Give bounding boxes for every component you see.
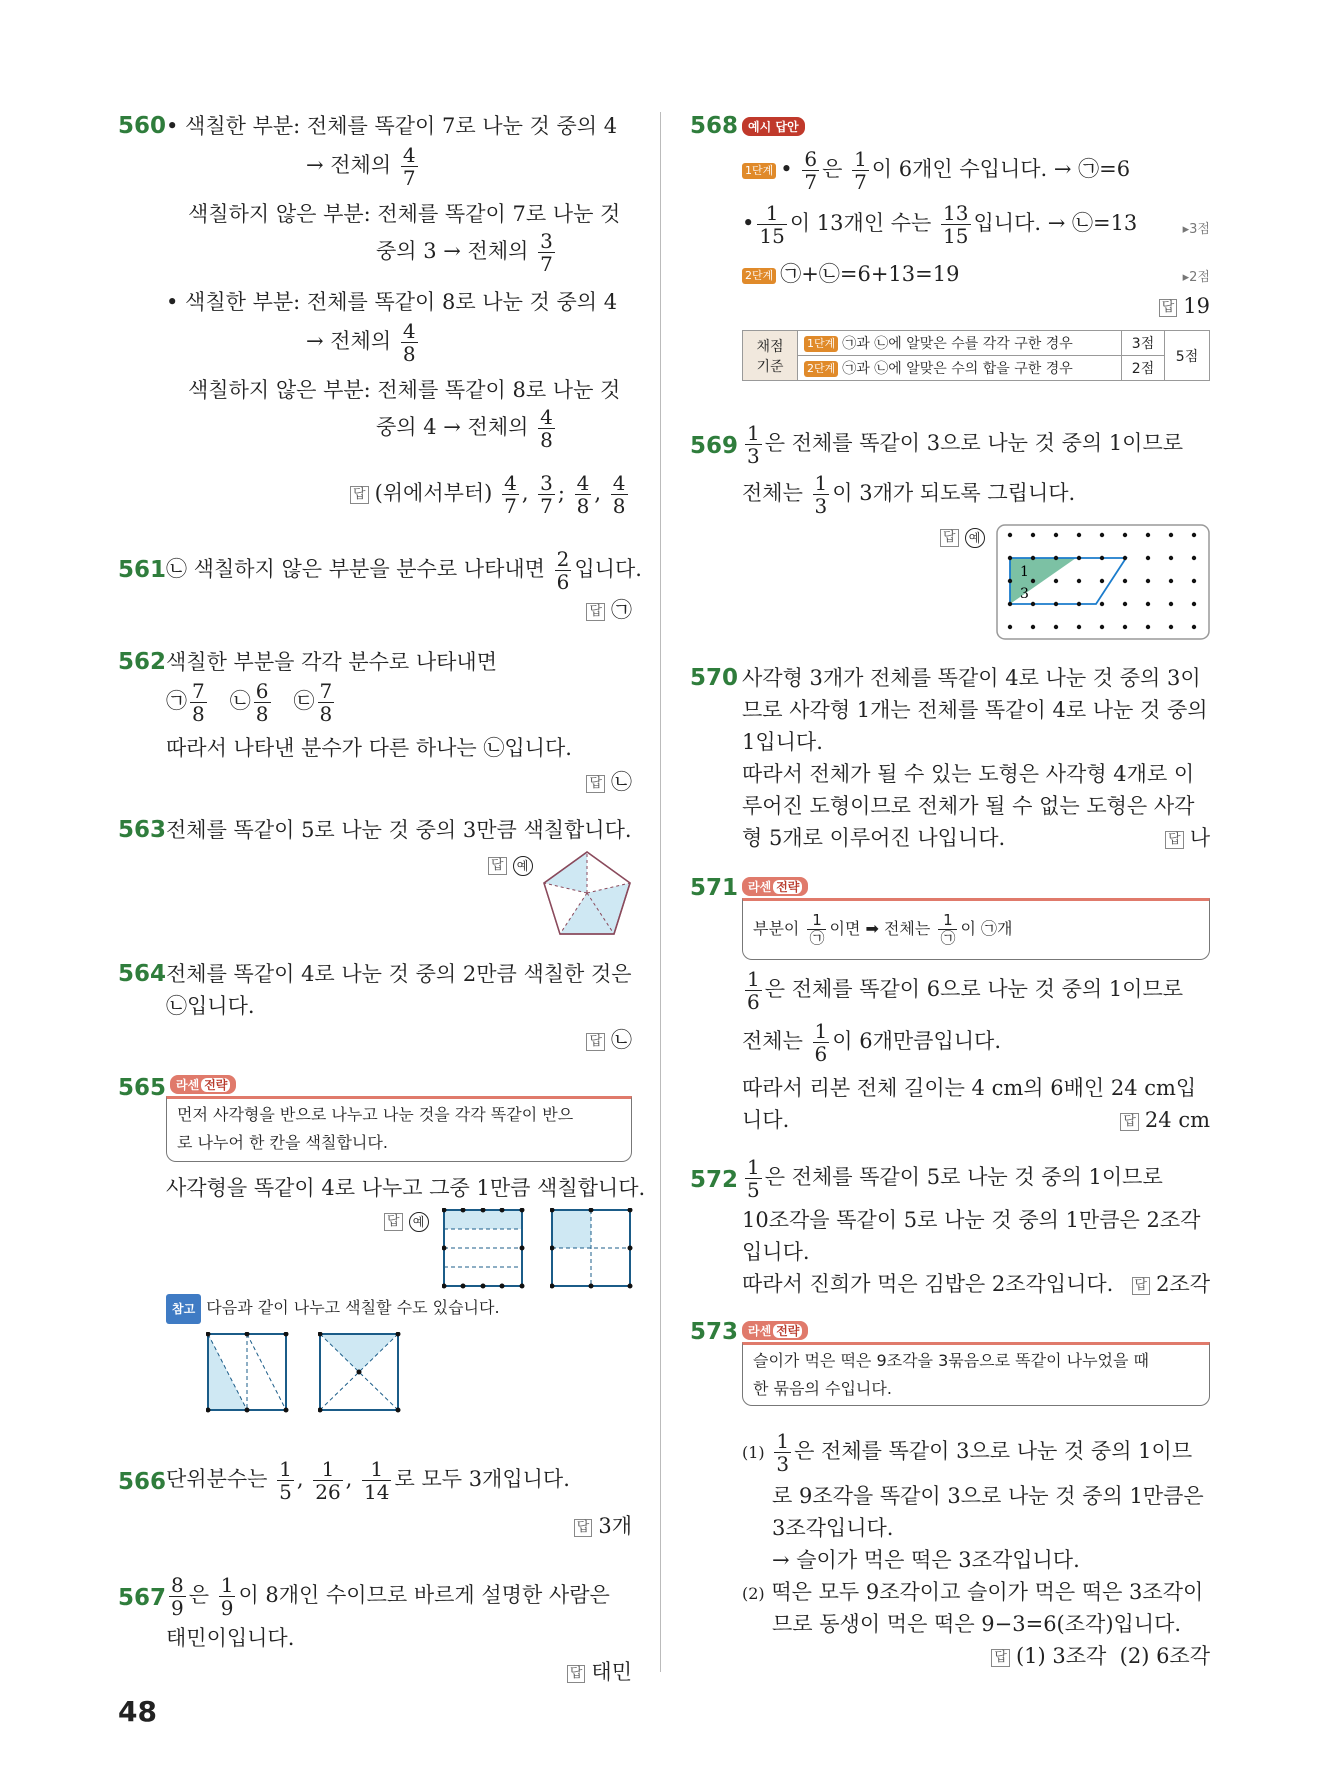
example-answer-badge: 예시 답안 xyxy=(742,116,805,136)
answer-mark: 답 xyxy=(350,486,369,504)
text-line: 10조각을 똑같이 5로 나눈 것 중의 1만큼은 2조각 xyxy=(742,1208,1201,1232)
text-line: 루어진 도형이므로 전체가 될 수 없는 도형은 사각 xyxy=(742,794,1195,818)
grid-dot xyxy=(1077,556,1081,560)
problem-number: 565 xyxy=(118,1075,167,1101)
step-line: 1단계 • $\frac{6}{7}$ 은 $\frac{1}{7}$ 이 6개인 수입니다. → ㉠=6 xyxy=(742,148,1130,193)
text-line: 전체는 $\frac{1}{3}$ 이 3개가 되도록 그립니다. xyxy=(742,471,1076,518)
problem-number: 570 xyxy=(690,665,739,691)
text-line: 니다. xyxy=(742,1108,790,1132)
grid-dot xyxy=(1031,556,1035,560)
text-line: 단위분수는 $\frac{1}{5}$ , $\frac{1}{26}$ , $\frac{1}{14}$ 로 모두 3개입니다. xyxy=(166,1457,570,1504)
grid-dot xyxy=(1008,579,1012,583)
problem-number: 560 xyxy=(118,113,167,139)
grid-dot xyxy=(1146,533,1150,537)
answer-line: 답 예 xyxy=(488,850,533,878)
grid-dot xyxy=(1008,625,1012,629)
grid-dot xyxy=(1100,533,1104,537)
grid-dot xyxy=(1169,602,1173,606)
hint-line: 참고 다음과 같이 나누고 색칠할 수도 있습니다. xyxy=(166,1294,500,1324)
grid-dot xyxy=(1077,602,1081,606)
grid-dot xyxy=(1123,579,1127,583)
text-line: 색칠하지 않은 부분: 전체를 똑같이 7로 나눈 것 xyxy=(188,202,621,226)
problem-number: 566 xyxy=(118,1469,167,1495)
answer-line: 답 19 xyxy=(1159,292,1210,320)
text-line: 태민이입니다. xyxy=(166,1626,295,1650)
text-line: 형 5개로 이루어진 나입니다. xyxy=(742,826,1006,850)
text-line: 1입니다. xyxy=(742,730,823,754)
answer-line: 답 (1) 3조각 (2) 6조각 xyxy=(991,1642,1210,1670)
grid-dot xyxy=(1077,533,1081,537)
dot-grid-figure xyxy=(996,524,1210,640)
problem-number: 564 xyxy=(118,961,167,987)
grid-dot xyxy=(1054,625,1058,629)
problem-number: 567 xyxy=(118,1585,167,1611)
problem-number: 571 xyxy=(690,875,739,901)
figure-label-a: 1 xyxy=(1020,564,1029,580)
text-line: 따라서 진희가 먹은 김밥은 2조각입니다. xyxy=(742,1272,1114,1296)
problem-number: 562 xyxy=(118,649,167,675)
scoring-table: 채점 기준 1단계 ㉠과 ㉡에 알맞은 수를 각각 구한 경우 3점 5점 2단계 ㉠과 ㉡에 알맞은 수의 합을 구한 경우 2점 xyxy=(742,330,1210,381)
grid-dot xyxy=(1169,556,1173,560)
text-line: 전체는 $\frac{1}{6}$ 이 6개만큼입니다. xyxy=(742,1019,1001,1066)
column-divider xyxy=(660,112,661,1672)
grid-dot xyxy=(1054,579,1058,583)
page-number: 48 xyxy=(118,1695,157,1728)
answer-line: 답 (위에서부터) $\frac{4}{7}$ , $\frac{3}{7}$ ; $\frac{4}{8}$ , $\frac{4}{8}$ xyxy=(350,472,631,517)
step-line: • $\frac{1}{15}$ 이 13개인 수는 $\frac{13}{15}$ 입니다. → ㉡=13 xyxy=(742,201,1138,248)
answer-line: 답 3개 xyxy=(574,1512,632,1540)
problem-number: 563 xyxy=(118,817,167,843)
grid-dot xyxy=(1031,579,1035,583)
grid-dot xyxy=(1146,579,1150,583)
grid-dot xyxy=(1123,533,1127,537)
text-line: 므로 동생이 먹은 떡은 9−3=6(조각)입니다. xyxy=(772,1612,1182,1636)
answer-line: 답 예 xyxy=(384,1206,429,1234)
text-line: 따라서 전체가 될 수 있는 도형은 사각형 4개로 이 xyxy=(742,762,1195,786)
text-line: 색칠한 부분을 각각 분수로 나타내면 xyxy=(166,650,497,674)
grid-dot xyxy=(1100,556,1104,560)
problem-number: 573 xyxy=(690,1319,739,1345)
text-line: $\frac{1}{5}$ 은 전체를 똑같이 5로 나눈 것 중의 1이므로 xyxy=(747,1155,1163,1202)
text-line: 색칠하지 않은 부분: 전체를 똑같이 8로 나눈 것 xyxy=(188,378,621,402)
grid-dot xyxy=(1077,579,1081,583)
step-line: 2단계 ㉠+㉡=6+13=19 xyxy=(742,260,959,288)
text-line: 중의 4 → 전체의 $\frac{4}{8}$ xyxy=(376,405,553,452)
fraction-items: ㉠ $\frac{7}{8}$ ㉡ $\frac{6}{8}$ ㉢ $\frac{7}{8}$ xyxy=(166,679,333,726)
text-line: → 전체의 $\frac{4}{8}$ xyxy=(306,319,416,366)
text-line: 3조각입니다. xyxy=(772,1516,894,1540)
text-line: $\frac{1}{6}$ 은 전체를 똑같이 6으로 나눈 것 중의 1이므로 xyxy=(747,967,1184,1014)
answer-line: 답 2조각 xyxy=(1132,1270,1211,1298)
grid-dot xyxy=(1008,602,1012,606)
text-line: • 색칠한 부분: 전체를 똑같이 8로 나눈 것 중의 4 xyxy=(166,290,618,314)
text-line: 사각형을 똑같이 4로 나누고 그중 1만큼 색칠합니다. xyxy=(166,1176,646,1200)
grid-dot xyxy=(1123,602,1127,606)
text-line: (1) $\frac{1}{3}$ 은 전체를 똑같이 3으로 나눈 것 중의 1이므 xyxy=(742,1429,1193,1476)
fraction: $\frac{4}{8}$ xyxy=(540,405,553,452)
grid-dot xyxy=(1008,556,1012,560)
answer-line: 답 예 xyxy=(940,522,985,550)
pentagon-figure xyxy=(540,848,634,938)
answer-line: 답 ㉡ xyxy=(586,1026,632,1054)
rectangle-figure-a xyxy=(442,1208,526,1290)
text-line: 므로 사각형 1개는 전체를 똑같이 4로 나눈 것 중의 xyxy=(742,698,1208,722)
grid-dot xyxy=(1169,579,1173,583)
rectangle-figure-b xyxy=(550,1208,634,1290)
strategy-box: 부분이 $\frac{1}{㉠}$ 이면 ➡ 전체는 $\frac{1}{㉠}$ 이 ㉠개 xyxy=(742,898,1210,960)
strategy-badge: 라센 전략 xyxy=(742,1320,808,1340)
grid-dot xyxy=(1031,602,1035,606)
grid-dot xyxy=(1192,556,1196,560)
text-line: ㉡ 색칠하지 않은 부분을 분수로 나타내면 $\frac{2}{6}$ 입니다. xyxy=(166,547,642,594)
grid-dot xyxy=(1146,602,1150,606)
strategy-badge: 라센 전략 xyxy=(742,876,808,896)
fraction: $\frac{4}{7}$ xyxy=(402,143,416,190)
grid-dot xyxy=(1100,602,1104,606)
text-line: 전체를 똑같이 4로 나눈 것 중의 2만큼 색칠한 것은 xyxy=(166,962,632,986)
grid-dot xyxy=(1100,579,1104,583)
grid-dot xyxy=(1192,579,1196,583)
grid-dot xyxy=(1123,556,1127,560)
text-line: • 색칠한 부분: 전체를 똑같이 7로 나눈 것 중의 4 xyxy=(166,114,618,138)
points-label: ▸2점 xyxy=(1182,270,1210,285)
grid-dot xyxy=(1146,625,1150,629)
grid-dot xyxy=(1031,533,1035,537)
text-line: 사각형 3개가 전체를 똑같이 4로 나눈 것 중의 3이 xyxy=(742,666,1201,690)
strategy-badge: 라센 전략 xyxy=(170,1074,236,1094)
grid-dot xyxy=(1054,533,1058,537)
answer-line: 답 ㉠ xyxy=(586,596,632,624)
text-line: $\frac{1}{3}$ 은 전체를 똑같이 3으로 나눈 것 중의 1이므로 xyxy=(747,421,1184,468)
text-line: ㉡입니다. xyxy=(166,994,255,1018)
answer-line: 답 ㉡ xyxy=(586,768,632,796)
text-line: 전체를 똑같이 5로 나눈 것 중의 3만큼 색칠합니다. xyxy=(166,818,632,842)
problem-number: 561 xyxy=(118,557,167,583)
grid-dot xyxy=(1077,625,1081,629)
text-line: 입니다. xyxy=(742,1240,810,1264)
fraction: $\frac{3}{7}$ xyxy=(540,229,553,276)
text-line: → 전체의 $\frac{4}{7}$ xyxy=(306,143,416,190)
text-line: $\frac{8}{9}$ 은 $\frac{1}{9}$ 이 8개인 수이므로 바르게 설명한 사람은 xyxy=(171,1573,610,1620)
problem-number: 569 xyxy=(690,433,739,459)
text-line: (2) 떡은 모두 9조각이고 슬이가 먹은 떡은 3조각이 xyxy=(742,1580,1204,1604)
grid-dot xyxy=(1169,533,1173,537)
problem-number: 572 xyxy=(690,1167,739,1193)
grid-dot xyxy=(1031,625,1035,629)
figure-label-b: 3 xyxy=(1020,586,1029,602)
answer-line: 답 24 cm xyxy=(1120,1106,1210,1134)
text-line: 중의 3 → 전체의 $\frac{3}{7}$ xyxy=(376,229,553,276)
text-line: 로 9조각을 똑같이 3으로 나눈 것 중의 1만큼은 xyxy=(772,1484,1204,1508)
answer-line: 답 태민 xyxy=(567,1658,632,1686)
grid-dot xyxy=(1169,625,1173,629)
grid-dot xyxy=(1192,602,1196,606)
text-line: 따라서 리본 전체 길이는 4 cm의 6배인 24 cm입 xyxy=(742,1076,1197,1100)
problem-number: 568 xyxy=(690,113,739,139)
rectangle-figure-d xyxy=(318,1332,402,1414)
points-label: ▸3점 xyxy=(1182,222,1210,237)
grid-dot xyxy=(1123,625,1127,629)
text-line: → 슬이가 먹은 떡은 3조각입니다. xyxy=(772,1548,1080,1572)
fraction: $\frac{4}{8}$ xyxy=(402,319,416,366)
grid-dot xyxy=(1146,556,1150,560)
grid-dot xyxy=(1008,533,1012,537)
grid-dot xyxy=(1054,556,1058,560)
strategy-box: 먼저 사각형을 반으로 나누고 나눈 것을 각각 똑같이 반으 로 나누어 한 칸을 색칠합니다. xyxy=(166,1096,632,1162)
grid-dot xyxy=(1100,625,1104,629)
answer-line: 답 나 xyxy=(1165,824,1210,852)
grid-dot xyxy=(1054,602,1058,606)
strategy-box: 슬이가 먹은 떡은 9조각을 3묶음으로 똑같이 나누었을 때 한 묶음의 수입니다. xyxy=(742,1342,1210,1406)
rectangle-figure-c xyxy=(206,1332,290,1414)
text-line: 따라서 나타낸 분수가 다른 하나는 ㉡입니다. xyxy=(166,736,572,760)
grid-dot xyxy=(1192,625,1196,629)
grid-dot xyxy=(1192,533,1196,537)
